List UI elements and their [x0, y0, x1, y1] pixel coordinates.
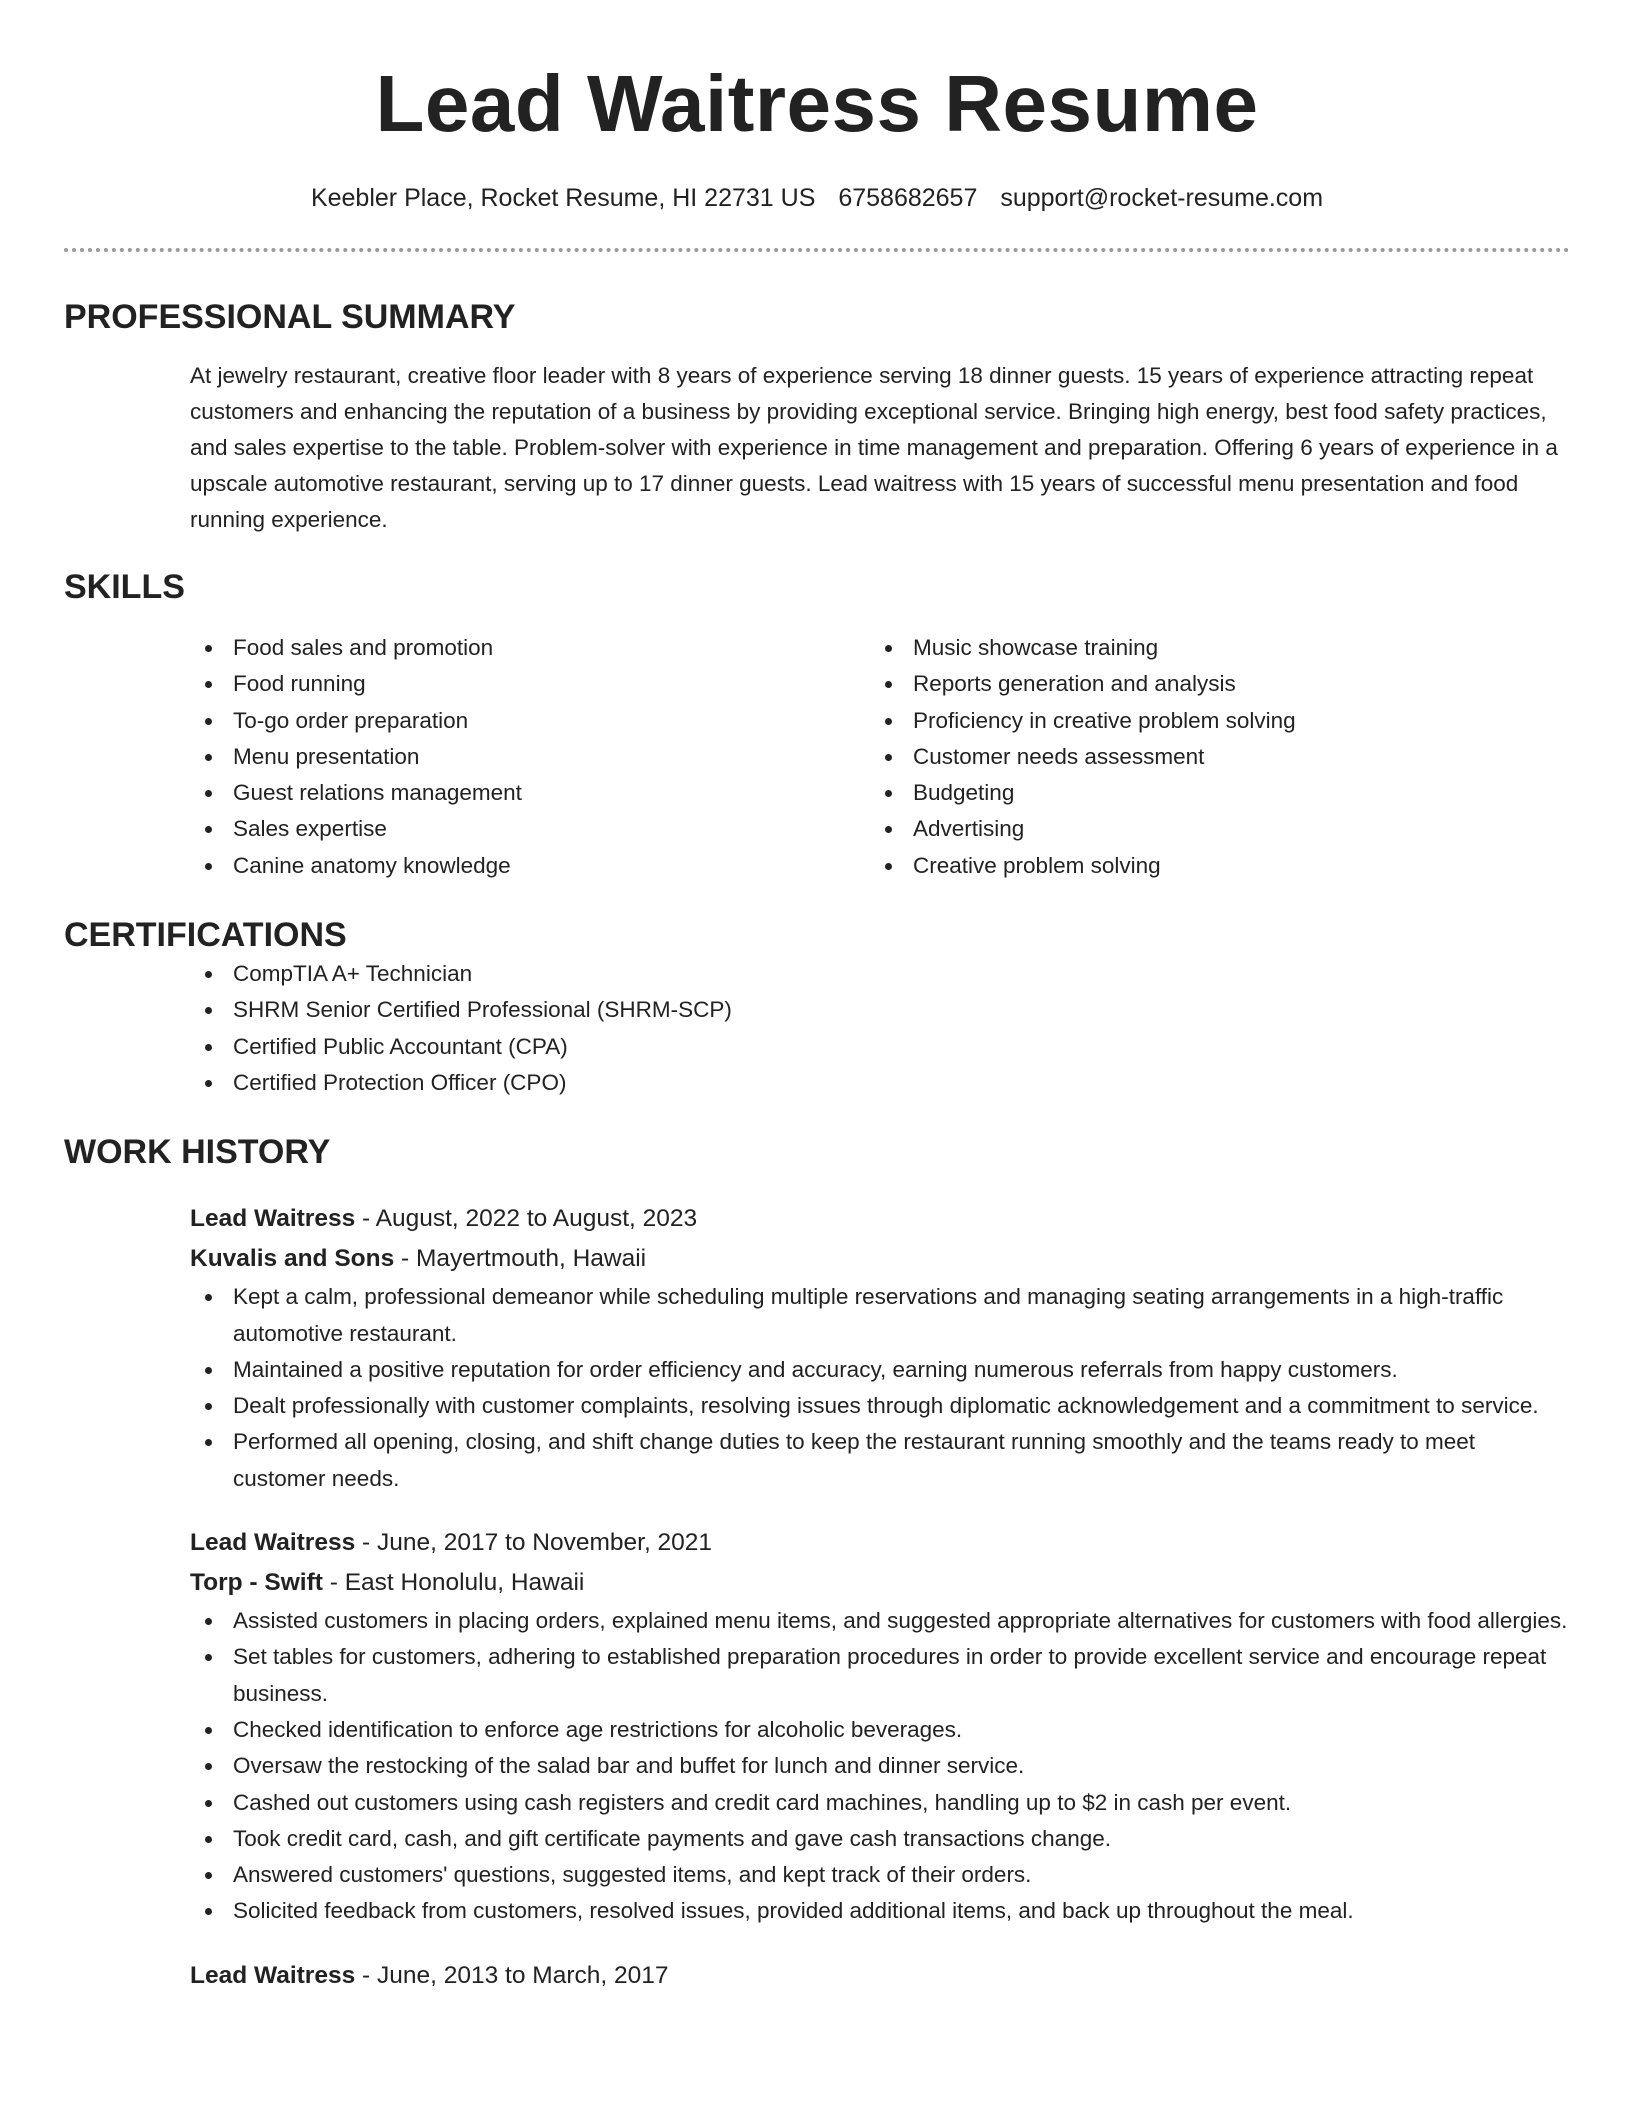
resume-page — [64, 0, 1570, 1996]
job-duty: Checked identification to enforce age restrictions for alcoholic beverages. — [190, 1712, 1570, 1748]
job-entry — [190, 1199, 1570, 1497]
job-location: - Mayertmouth, Hawaii — [394, 1245, 647, 1273]
job-title: Lead Waitress — [190, 1961, 356, 1989]
job-duties-list — [190, 1603, 1570, 1930]
job-duties-list — [190, 1279, 1570, 1497]
work-history-heading: WORK HISTORY — [64, 1133, 331, 1172]
skill-item: To-go order preparation — [190, 703, 870, 739]
header-divider — [64, 248, 1570, 252]
skills-grid — [190, 630, 1570, 884]
job-entry — [190, 1956, 1570, 1996]
summary-text: At jewelry restaurant, creative floor leader with 8 years of experience serving 18 dinner guests. 15 years of experience attracting repeat customers and enhancing the reputation of a business by providing exceptional service. Bringing high energy, best food safety practices, and sales expertise to the table. Problem-solver with experience in time management and preparation. Offering 6 years of experience in a upscale automotive restaurant, serving up to 17 dinner guests. Lead waitress with 15 years of successful menu presentation and food running experience. — [190, 363, 1558, 532]
job-duty: Solicited feedback from customers, resolved issues, provided additional items, and back up throughout the meal. — [190, 1893, 1570, 1929]
skill-item: Guest relations management — [190, 775, 870, 811]
skill-item: Sales expertise — [190, 811, 870, 847]
skill-item: Budgeting — [870, 775, 1550, 811]
job-title-line — [190, 1199, 1570, 1239]
job-company: Kuvalis and Sons — [190, 1245, 395, 1273]
job-title-line — [190, 1523, 1570, 1563]
skill-item: Canine anatomy knowledge — [190, 848, 870, 884]
job-title: Lead Waitress — [190, 1529, 356, 1557]
skill-item: Customer needs assessment — [870, 739, 1550, 775]
job-company-line — [190, 1239, 1570, 1279]
page-title: Lead Waitress Resume — [375, 59, 1259, 148]
job-duty: Maintained a positive reputation for order efficiency and accuracy, earning numerous referrals from happy customers. — [190, 1352, 1570, 1388]
job-duty: Kept a calm, professional demeanor while scheduling multiple reservations and managing seating arrangements in a high-traffic automotive restaurant. — [190, 1279, 1570, 1352]
skill-item: Music showcase training — [870, 630, 1550, 666]
skill-item: Food running — [190, 666, 870, 702]
skill-item: Advertising — [870, 811, 1550, 847]
job-company: Torp - Swift — [190, 1569, 323, 1597]
summary-heading: PROFESSIONAL SUMMARY — [64, 298, 516, 336]
job-duty: Took credit card, cash, and gift certificate payments and gave cash transactions change. — [190, 1821, 1570, 1857]
job-duty: Set tables for customers, adhering to established preparation procedures in order to provide excellent service and encourage repeat business. — [190, 1639, 1570, 1712]
certification-item: SHRM Senior Certified Professional (SHRM-SCP) — [190, 992, 1570, 1028]
contact-phone: 6758682657 — [838, 184, 978, 212]
skills-left-column — [190, 630, 870, 884]
certifications-list — [190, 956, 1570, 1101]
job-duty: Oversaw the restocking of the salad bar and buffet for lunch and dinner service. — [190, 1748, 1570, 1784]
job-company-line — [190, 1563, 1570, 1603]
skill-item: Proficiency in creative problem solving — [870, 703, 1550, 739]
certifications-heading: CERTIFICATIONS — [64, 916, 347, 955]
contact-email: support@rocket-resume.com — [1000, 184, 1324, 212]
skill-item: Creative problem solving — [870, 848, 1550, 884]
job-dates: - June, 2013 to March, 2017 — [355, 1961, 669, 1989]
skill-item: Menu presentation — [190, 739, 870, 775]
skills-heading: SKILLS — [64, 568, 185, 606]
job-duty: Dealt professionally with customer complaints, resolving issues through diplomatic acknowledgement and a commitment to service. — [190, 1388, 1570, 1424]
contact-address: Keebler Place, Rocket Resume, HI 22731 US — [310, 184, 816, 212]
job-duty: Assisted customers in placing orders, explained menu items, and suggested appropriate alternatives for customers with food allergies. — [190, 1603, 1570, 1639]
certification-item: CompTIA A+ Technician — [190, 956, 1570, 992]
job-dates: - August, 2022 to August, 2023 — [355, 1205, 698, 1233]
job-location: - East Honolulu, Hawaii — [322, 1569, 585, 1597]
job-title: Lead Waitress — [190, 1205, 356, 1233]
job-duty: Cashed out customers using cash registers and credit card machines, handling up to $2 in cash per event. — [190, 1785, 1570, 1821]
contact-line — [64, 182, 1570, 214]
job-dates: - June, 2017 to November, 2021 — [355, 1529, 713, 1557]
skills-right-column — [870, 630, 1550, 884]
job-duty: Performed all opening, closing, and shift change duties to keep the restaurant running smoothly and the teams ready to meet customer needs. — [190, 1424, 1570, 1497]
job-duty: Answered customers' questions, suggested items, and kept track of their orders. — [190, 1857, 1570, 1893]
job-title-line — [190, 1956, 1570, 1996]
certification-item: Certified Protection Officer (CPO) — [190, 1065, 1570, 1101]
certification-item: Certified Public Accountant (CPA) — [190, 1029, 1570, 1065]
job-entry — [190, 1523, 1570, 1930]
skill-item: Food sales and promotion — [190, 630, 870, 666]
skill-item: Reports generation and analysis — [870, 666, 1550, 702]
